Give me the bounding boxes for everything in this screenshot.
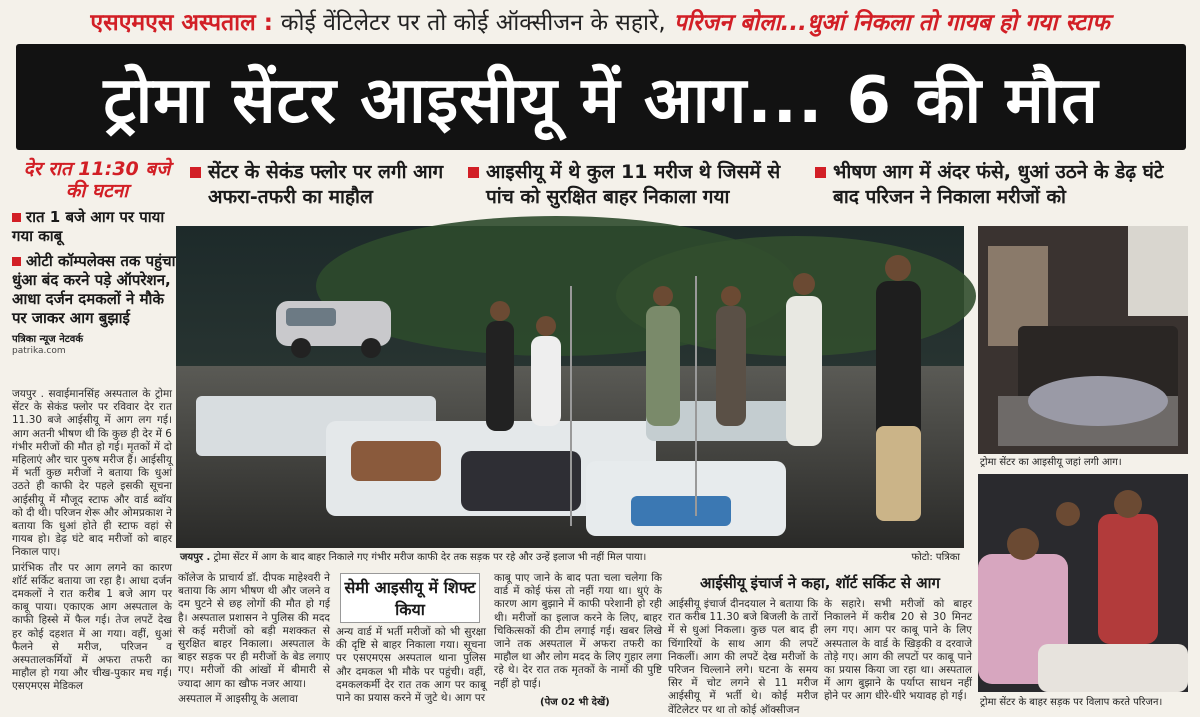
- page-reference: (पेज 02 भी देखें): [540, 697, 610, 708]
- subhead-2: [468, 160, 803, 222]
- icu-photo-caption: ट्रोमा सेंटर का आइसीयू जहां लगी आग।: [980, 457, 1122, 468]
- body-column-2: [178, 572, 330, 710]
- bullet-square-icon: [815, 167, 826, 178]
- bullet-square-icon: [468, 167, 479, 178]
- headline-banner: [16, 44, 1186, 150]
- caption-place: जयपुर .: [180, 552, 211, 563]
- sidebar-red-head: देर रात 11:30 बजे की घटना: [23, 158, 171, 202]
- kicker-line: [0, 0, 1200, 42]
- body-paragraph: कॉलेज के प्राचार्य डॉ. दीपक माहेश्वरी ने बताया कि आग भीषण थी और जलने व दम घुटने से छह लोगों की मौत हो गई है। अस्पताल प्रशासन ने पुलिस की मदद से कई मरीजों को बड़ी मशक्कत से सुरक्षित बाहर निकाला। अस्पताल के बाहर सड़क पर ही मरीजों के बेड लगाए गए। मरीजों की आंखों में बीमारी से ज्यादा आग का खौफ नजर आया।: [178, 572, 330, 690]
- sidebar-bullet-text: रात 1 बजे आग पर पाया गया काबू: [12, 208, 165, 245]
- main-photo: [176, 226, 964, 548]
- family-photo-caption: ट्रोमा सेंटर के बाहर सड़क पर विलाप करते परिजन।: [980, 697, 1163, 708]
- subhead-text: सेंटर के सेकंड फ्लोर पर लगी आग अफरा-तफरी का माहौल: [208, 161, 444, 208]
- body-paragraph: अस्पताल में आइसीयू के अलावा: [178, 692, 298, 705]
- shift-box-title: सेमी आइसीयू में शिफ्ट किया: [340, 573, 480, 623]
- subhead-text: भीषण आग में अंदर फंसे, धुआं उठने के डेढ़ घंटे बाद परिजन ने निकाला मरीजों को: [833, 161, 1164, 208]
- subhead-text: आइसीयू में थे कुल 11 मरीज थे जिसमें से पांच को सुरक्षित बाहर निकाला गया: [486, 161, 781, 208]
- subhead-1: [190, 160, 460, 222]
- main-photo-illustration: [176, 226, 964, 548]
- caption-text: ट्रोमा सेंटर में आग के बाद बाहर निकाले गए गंभीर मरीज काफी देर तक सड़क पर रहे और उन्हें इलाज भी नहीं मिल पाया।: [213, 552, 647, 563]
- bullet-square-icon: [190, 167, 201, 178]
- icu-box-col-a: आईसीयू इंचार्ज दीनदयाल ने बताया कि रात करीब 11.30 बजे बिजली के तारों में से धुआं निकला। कुछ पल बाद ही चिंगारियों के साथ आग की लपटें निकलीं। आग की लपटें देख मरीजों के परिजन चिल्लाने लगे। घटना के समय सिर में चोट लगने से 11 मरीज आईसीयू में भर्ती थे। कोई मरीज वेंटिलेटर पर था तो कोई ऑक्सीजन: [668, 598, 818, 716]
- icu-box-title: आईसीयू इंचार्ज ने कहा, शॉर्ट सर्किट से आग: [700, 574, 940, 592]
- body-paragraph: प्रारंभिक तौर पर आग लगने का कारण शॉर्ट सर्किट बताया जा रहा है। आधा दर्जन दमकलों ने रात करीब 1 बजे आग पर काबू पाया। एकाएक आग अस्पताल के काफी हिस्से में फैल गई। तेज लपटें देख हर कोई दहशत में आ गया। वहीं, धुआं फैलने से मरीज, परिजन व अस्पतालकर्मियों में अफरा तफरी का माहौल हो गया और चीख-पुकार मच गई। एसएमएस मेडिकल: [12, 561, 172, 693]
- icu-photo-illustration: [978, 226, 1188, 454]
- byline-site: patrika.com: [12, 346, 66, 356]
- icu-photo: [978, 226, 1188, 454]
- family-photo-illustration: [978, 474, 1188, 692]
- bullet-square-icon: [12, 257, 21, 266]
- body-column-3: काबू पाए जाने के बाद पता चला चलेगा कि वार्ड में कोई फंस तो नहीं गया था। धुएं के कारण आग बुझाने में काफी परेशानी हो रही थी। मरीजों का इलाज करने के लिए, बाहर चिकित्सकों की टीम लगाई गई। खबर लिखे जाने तक अस्पताल में अफरा तफरी का माहौल था और लोग मदद के लिए गुहार लगा रहे थे। देर रात तक मृतकों के नामों की पुष्टि नहीं हो पाई।: [494, 572, 662, 690]
- bullet-square-icon: [12, 213, 21, 222]
- body-paragraph: जयपुर . सवाईमानसिंह अस्पताल के ट्रोमा सेंटर के सेकंड फ्लोर पर रविवार देर रात 11.30 बजे आईसीयू में आग लग गई। आग अतनी भीषण थी कि कुछ ही देर में 6 गंभीर मरीजों की मौत हो गई। मृतकों में दो महिलाएं और चार पुरुष मरीज हैं। आईसीयू में भर्ती कुछ मरीजों ने बताया कि धुआं उठते ही काफी देर पहले इसकी सूचना आईसीयू में मौजूद स्टाफ और वार्ड ब्वॉय को दी थी। परिजन शेरू और ओमप्रकाश ने बताया कि धुआं होते ही स्टाफ वहां से गायब हो। डेढ़ घंटे बाद मरीजों को बाहर निकाल पाए।: [12, 388, 172, 559]
- kicker-part-1: एसएमएस अस्पताल :: [90, 10, 273, 36]
- body-column-1: [12, 388, 172, 710]
- kicker-part-3: परिजन बोला...धुआं निकला तो गायब हो गया स्टाफ: [673, 10, 1110, 36]
- family-photo: [978, 474, 1188, 692]
- headline: ट्रोमा सेंटर आइसीयू में आग... 6 की मौत: [103, 63, 1099, 138]
- sidebar-bullet: [12, 208, 182, 246]
- shift-box-text: अन्य वार्ड में भर्ती मरीजों को भी सुरक्षा की दृष्टि से बाहर निकाला गया। सूचना पर एसएमएस अस्पताल थाना पुलिस और दमकल भी मौके पर पहुंची। वहीं, दमकलकर्मी देर रात तक आग पर काबू पाने का प्रयास करने में जुटे थे। आग पर: [336, 626, 486, 705]
- icu-box-col-b: के सहारे। सभी मरीजों को बाहर निकालने में करीब 20 से 30 मिनट लग गए। आग पर काबू पाने के लिए अस्पताल के वार्ड के खिड़की व दरवाजे तोड़े गए। आग की लपटों पर काबू पाने का प्रयास किया जा रहा था। अस्पताल में आग बुझाने के पर्याप्त साधन नहीं होने पर आग धीरे-धीरे भयावह हो गई।: [824, 598, 972, 703]
- photo-credit: फोटो: पत्रिका: [911, 552, 960, 563]
- left-sidebar: [12, 158, 182, 356]
- byline: पत्रिका न्यूज नेटवर्क: [12, 334, 84, 345]
- sidebar-bullet-text: ओटी कॉम्पलेक्स तक पहुंचा धुंआ बंद करने पड़े ऑपरेशन, आधा दर्जन दमकलों ने मौके पर जाकर आग बुझाई: [12, 252, 176, 327]
- sidebar-bullet: [12, 252, 182, 328]
- main-caption: [180, 552, 960, 564]
- kicker-part-2: कोई वेंटिलेटर पर तो कोई ऑक्सीजन के सहारे,: [280, 10, 666, 36]
- subhead-3: [815, 160, 1190, 222]
